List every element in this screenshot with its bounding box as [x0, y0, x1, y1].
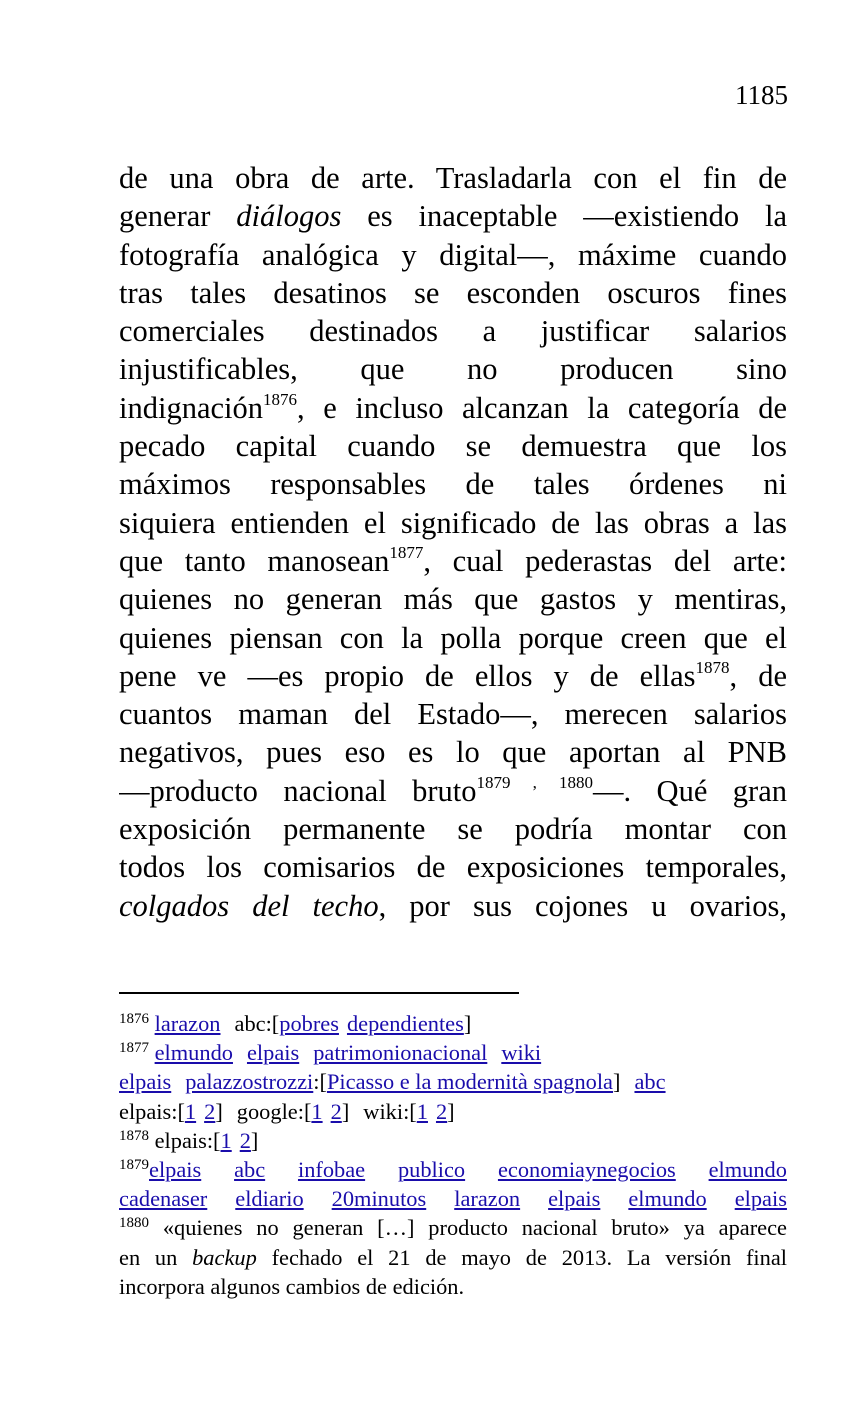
body-line: colgados del techo, por sus cojones u ovarios, [119, 888, 787, 923]
link[interactable]: cadenaser [119, 1186, 208, 1212]
link[interactable]: 2 [435, 1098, 448, 1124]
link[interactable]: Picasso e la modernità spagnola [326, 1069, 613, 1095]
link[interactable]: abc [234, 1156, 266, 1182]
footnote-number: 1880 [119, 1215, 149, 1232]
link[interactable]: elpais [246, 1040, 300, 1066]
link[interactable]: 2 [330, 1098, 342, 1124]
link[interactable]: 1 [416, 1098, 428, 1124]
body-line: generar diálogos es inaceptable —existiendo la [119, 199, 787, 234]
body-line: fotografía analógica y digital—, máxime cuando [119, 237, 787, 272]
emphasis-text: diálogos [236, 199, 342, 234]
link[interactable]: 2 [239, 1127, 251, 1153]
footnote-number: 1877 [119, 1040, 149, 1057]
body-line: máximos responsables de tales órdenes ni [119, 467, 787, 502]
body-line: exposición permanente se podría montar con [119, 812, 787, 847]
link[interactable]: economiaynegocios [497, 1156, 676, 1182]
body-text [119, 159, 787, 925]
footnote-1876: $^{1876}$ larazon abc:[pobres dependientes] [119, 1011, 472, 1036]
link[interactable]: elpais [119, 1069, 172, 1095]
footnote-number: 1878 [119, 1127, 149, 1144]
footnote-1879-links [119, 1184, 787, 1213]
footnote-1877-refs: elpais:[1 2] google:[1 2] wiki:[1 2] [119, 1098, 455, 1124]
link[interactable]: infobae [297, 1156, 366, 1182]
body-line: —producto nacional bruto$^{1879 , 1880}$—. Qué gran [119, 772, 787, 808]
footnote-1878: $^{1878}$ elpais:[1 2] [119, 1127, 259, 1153]
link[interactable]: abc [634, 1069, 666, 1095]
link[interactable]: publico [397, 1156, 466, 1182]
body-line: injustificables, que no producen sino [119, 352, 787, 387]
body-line: todos los comisarios de exposiciones temporales, [119, 850, 787, 885]
link[interactable]: wiki [501, 1040, 542, 1066]
link[interactable]: elmundo [628, 1186, 707, 1212]
body-line: pene ve —es propio de ellos y de ellas$^{1878}$, de [119, 657, 787, 693]
body-line: negativos, pues eso es lo que aportan al PNB [119, 735, 787, 770]
link[interactable]: pobres [279, 1011, 339, 1036]
body-line: siquiera entienden el significado de las obras a las [119, 505, 787, 540]
footnote-1879 [119, 1155, 787, 1184]
link[interactable]: 1 [220, 1127, 232, 1153]
body-line: cuantos maman del Estado—, merecen salarios [119, 697, 787, 732]
footnote-1880-text: en un backup fechado el 21 de mayo de 2013. La versión final [119, 1244, 787, 1270]
link[interactable]: dependientes [346, 1011, 464, 1036]
body-line: de una obra de arte. Trasladarla con el fin de [119, 161, 787, 195]
footnote-ref: 1878 [695, 657, 730, 677]
footnote-ref: 1876 [263, 389, 297, 409]
footnote-ref: 1879 , 1880 [476, 772, 593, 792]
body-line: comerciales destinados a justificar salarios [119, 314, 787, 349]
page-number: 1185 [735, 80, 788, 110]
body-line: indignación$^{1876}$, e incluso alcanzan la categoría de [119, 389, 787, 425]
link[interactable]: elmundo [708, 1156, 787, 1182]
link[interactable]: larazon [154, 1011, 221, 1036]
link[interactable]: palazzostrozzi [185, 1069, 314, 1095]
link[interactable]: 1 [184, 1098, 197, 1124]
footnotes [119, 1009, 787, 1301]
link[interactable]: larazon [454, 1186, 521, 1212]
footnote-1880: $^{1880}$ «quienes no generan […] producto nacional bruto» ya aparece [119, 1215, 787, 1241]
footnote-1880-text: incorpora algunos cambios de edición. [119, 1273, 465, 1299]
link[interactable]: elmundo [154, 1040, 233, 1066]
link[interactable]: 2 [204, 1098, 216, 1124]
footnote-ref: 1877 [389, 542, 424, 562]
body-line: quienes piensan con la polla porque creen que el [119, 620, 787, 655]
footnote-number: 1876 [119, 1011, 149, 1027]
body-line: pecado capital cuando se demuestra que los [119, 429, 787, 464]
footnote-1877 [119, 1038, 787, 1067]
link[interactable]: elpais [548, 1186, 601, 1212]
body-line: que tanto manosean$^{1877}$, cual pederastas del arte: [119, 542, 787, 578]
link[interactable]: elpais [149, 1156, 202, 1182]
link[interactable]: eldiario [235, 1186, 304, 1212]
link[interactable]: 20minutos [331, 1186, 427, 1212]
emphasis-text: backup [192, 1244, 257, 1270]
emphasis-text: colgados del techo [119, 888, 379, 923]
body-line: quienes no generan más que gastos y mentiras, [119, 582, 787, 617]
footnote-number: 1879 [119, 1156, 149, 1173]
footnote-1877-links: elpais palazzostrozzi:[Picasso e la modernità spagnola] abc [119, 1069, 666, 1095]
link[interactable]: 1 [311, 1098, 323, 1124]
footnote-separator [119, 992, 519, 994]
link[interactable]: patrimonionacional [313, 1040, 488, 1066]
body-line: tras tales desatinos se esconden oscuros fines [119, 275, 787, 310]
link[interactable]: elpais [734, 1186, 787, 1212]
